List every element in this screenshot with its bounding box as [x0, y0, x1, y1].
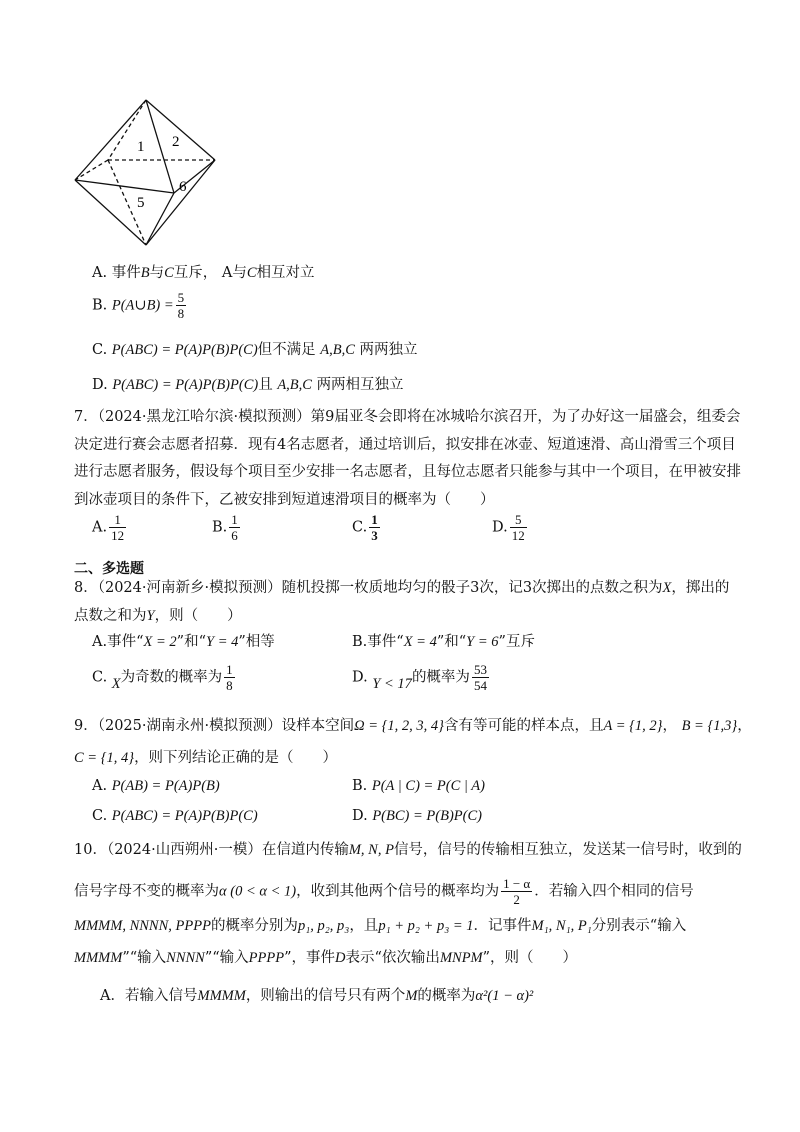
q6-option-c: C. P(ABC) = P(A)P(B)P(C)但不满足 A,B,C 两两独立	[92, 342, 418, 358]
q9-option-c: C. P(ABC) = P(A)P(B)P(C)	[92, 808, 258, 824]
q10-line3: MMMM, NNNN, PPPP的概率分别为p₁, p₂, p₃，且p₁ + p₂ + p₃ = 1．记事件M₁, N₁, P₁分别表示“输入	[74, 918, 687, 934]
face-label-2: 2	[172, 134, 180, 150]
q7-stem: 7．（2024·黑龙江哈尔滨·模拟预测）第9届亚冬会即将在冰城哈尔滨召开，为了办好这一届盛会，组委会 决定进行赛会志愿者招募．现有4名志愿者，通过培训后，拟安排在冰壶、短道速滑、高山滑雪三个项目 进行志愿者服务，假设每个项目至少安排一名志愿者，且每位志愿者只能参与其中一个项目，在甲被安排 到冰壶项目的条件下，乙被安排到短道速滑项目的概率为（ ）	[74, 409, 741, 508]
q8-stem: 8．（2024·河南新乡·模拟预测）随机投掷一枚质地均匀的骰子3次，记3次掷出的点数之积为X，掷出的 点数之和为Y，则（ ）	[74, 580, 730, 624]
face-label-5: 5	[137, 195, 145, 211]
octahedron-figure	[70, 95, 230, 255]
q8-option-a: A.事件“X = 2”和“Y = 4”相等	[92, 634, 275, 650]
q10-line4: MMMM”“输入NNNN”“输入PPPP”，事件D表示“依次输出MNPM”，则（ ）	[74, 950, 578, 966]
q7-option-c: C. $\frac{1}{3}$	[352, 512, 378, 543]
q7-option-d: D. $\frac{5}{12}$	[492, 512, 525, 543]
q7-option-b: B. $\frac{1}{6}$	[212, 512, 238, 543]
q8-option-d: D. Y < 17的概率为 $\frac{53}{54}$	[352, 662, 487, 693]
q9-option-a: A. P(AB) = P(A)P(B)	[92, 778, 220, 794]
q10-line2: 信号字母不变的概率为α (0 < α < 1)，收到其他两个信号的概率均为 $\frac{1 - \alpha}{2}$ ．若输入四个相同的信号	[74, 876, 694, 907]
section-heading: 二、多选题	[74, 561, 144, 577]
q6-option-a: A. 事件B与C互斥， A与C相互对立	[92, 265, 315, 281]
q7-option-a: A. $\frac{1}{12}$	[92, 512, 125, 543]
q10-option-a: A．若输入信号MMMM，则输出的信号只有两个M的概率为α²(1 − α)²	[100, 988, 534, 1004]
q8-option-b: B.事件“X = 4”和“Y = 6”互斥	[352, 634, 535, 650]
q6-option-b: B. P(A∪B) = $\frac{5}{8}$	[92, 290, 185, 321]
q10-line1: 10．（2024·山西朔州·一模）在信道内传输M, N, P信号，信号的传输相互独立，发送某一信号时，收到的	[74, 842, 742, 858]
q8-option-c: C. X为奇数的概率为 $\frac{1}{8}$	[92, 662, 233, 693]
face-label-6: 6	[179, 179, 187, 195]
q9-option-b: B. P(A | C) = P(C | A)	[352, 778, 485, 794]
face-label-1: 1	[137, 139, 145, 155]
q9-stem: 9．（2025·湖南永州·模拟预测）设样本空间Ω = {1, 2, 3, 4}含有等可能的样本点，且A = {1, 2}， B = {1,3}， C = {1, 4}，则下列结论正确的是（ ）	[74, 718, 752, 766]
q9-option-d: D. P(BC) = P(B)P(C)	[352, 808, 482, 824]
q6-option-d: D. P(ABC) = P(A)P(B)P(C)且 A,B,C 两两相互独立	[92, 377, 404, 393]
